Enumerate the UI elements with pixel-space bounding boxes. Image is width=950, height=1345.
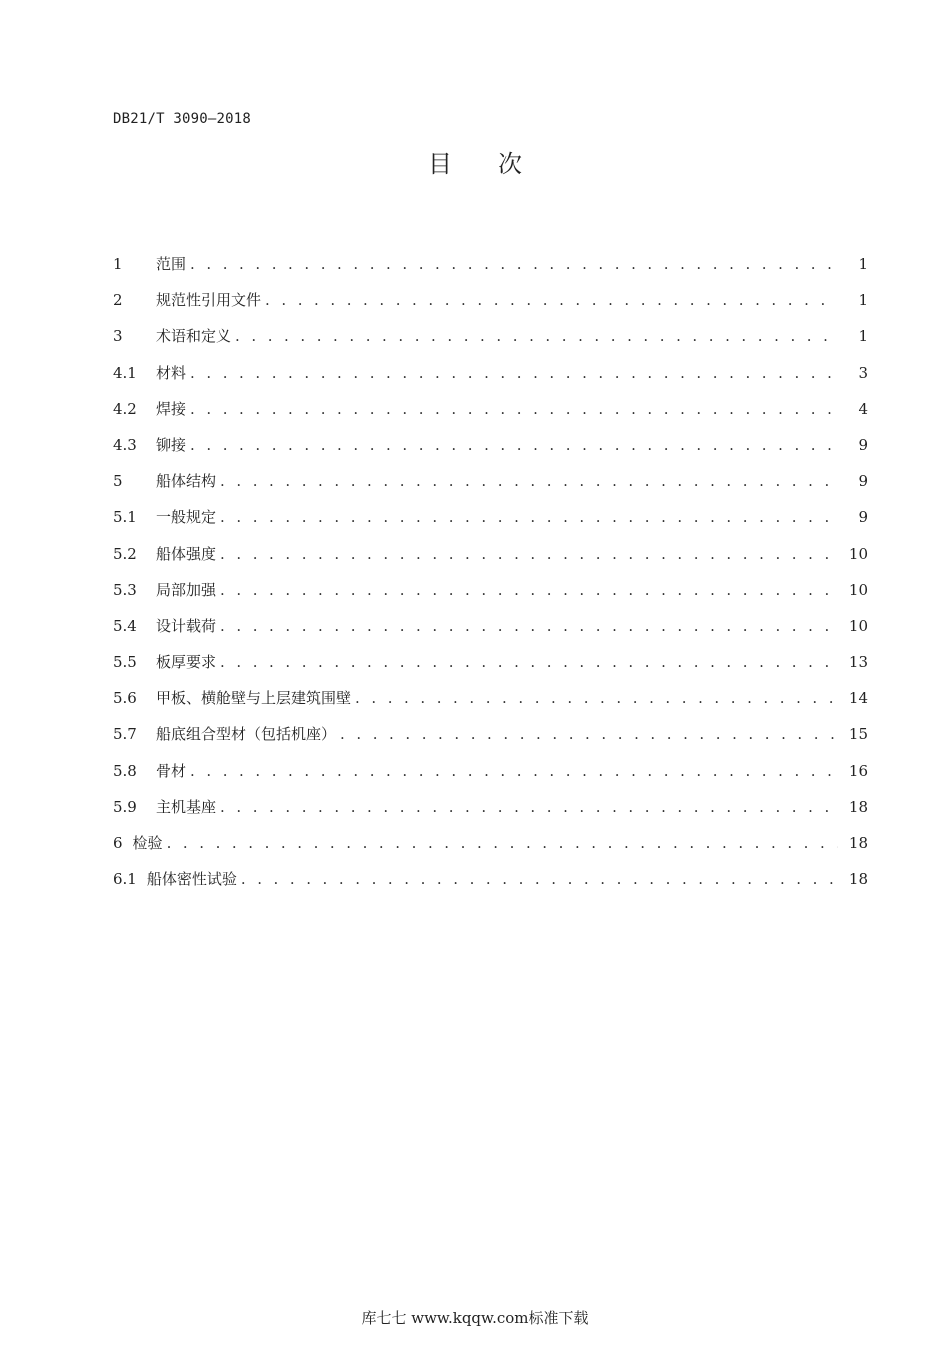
toc-number: 5.1: [113, 508, 137, 527]
toc-label: 局部加强: [156, 580, 217, 599]
toc-page: 10: [848, 580, 868, 599]
toc-page: 16: [848, 761, 868, 780]
toc-label: 焊接: [156, 399, 187, 418]
dot-leader: [220, 579, 838, 601]
toc-page: 18: [848, 870, 868, 889]
toc-page: 4: [858, 399, 868, 418]
toc-label: 术语和定义: [156, 327, 232, 346]
toc-entry[interactable]: [113, 832, 868, 868]
toc-number: 6.1: [113, 870, 137, 889]
toc-number: 5.4: [113, 616, 137, 635]
document-code: DB21/T 3090—2018: [113, 111, 252, 127]
toc-entry[interactable]: [113, 615, 868, 651]
toc-number: 3: [113, 327, 123, 346]
toc-entry[interactable]: [113, 651, 868, 687]
toc-entry[interactable]: [113, 362, 868, 398]
toc-number: 5.7: [113, 725, 137, 744]
dot-leader: [220, 615, 838, 637]
toc-number: 5.9: [113, 797, 137, 816]
toc-label: 规范性引用文件: [156, 291, 262, 310]
dot-leader: [220, 506, 838, 528]
toc-label: 铆接: [156, 435, 187, 454]
table-of-contents: [113, 253, 868, 904]
toc-page: 9: [858, 472, 868, 491]
toc-entry[interactable]: [113, 723, 868, 759]
dot-leader: [235, 325, 838, 347]
toc-number: 5.2: [113, 544, 137, 563]
toc-page: 18: [848, 797, 868, 816]
toc-label: 一般规定: [156, 508, 217, 527]
dot-leader: [190, 253, 838, 275]
toc-entry[interactable]: [113, 687, 868, 723]
dot-leader: [190, 760, 838, 782]
toc-number: 2: [113, 291, 123, 310]
toc-title: 目次: [428, 150, 568, 178]
dot-leader: [220, 796, 838, 818]
dot-leader: [167, 832, 838, 854]
toc-number: 1: [113, 255, 123, 273]
dot-leader: [340, 723, 838, 745]
toc-page: 1: [858, 255, 868, 273]
toc-entry[interactable]: [113, 434, 868, 470]
toc-number: 5: [113, 472, 123, 491]
toc-page: 3: [858, 363, 868, 382]
toc-page: 9: [858, 435, 868, 454]
toc-entry[interactable]: [113, 760, 868, 796]
toc-entry[interactable]: [113, 470, 868, 506]
toc-label: 甲板、横舱壁与上层建筑围壁: [156, 689, 352, 708]
toc-page: 18: [848, 834, 868, 852]
toc-label: 检验: [132, 834, 163, 852]
dot-leader: [220, 651, 838, 673]
toc-entry[interactable]: [113, 579, 868, 615]
toc-page: 9: [858, 508, 868, 527]
dot-leader: [355, 687, 838, 709]
dot-leader: [265, 289, 838, 311]
toc-label: 材料: [156, 363, 187, 382]
toc-page: 1: [858, 327, 868, 346]
dot-leader: [190, 362, 838, 384]
toc-page: 15: [848, 725, 868, 744]
toc-entry[interactable]: [113, 868, 868, 904]
toc-number: 5.6: [113, 689, 137, 708]
toc-entry[interactable]: [113, 506, 868, 542]
toc-page: 10: [848, 544, 868, 563]
toc-label: 板厚要求: [156, 653, 217, 672]
toc-entry[interactable]: [113, 796, 868, 832]
dot-leader: [220, 543, 838, 565]
toc-number: 6: [113, 834, 123, 852]
toc-label: 船体结构: [156, 472, 217, 491]
dot-leader: [190, 398, 838, 420]
toc-label: 船底组合型材（包括机座）: [156, 725, 337, 744]
toc-number: 5.5: [113, 653, 137, 672]
toc-page: 10: [848, 616, 868, 635]
toc-page: 14: [848, 689, 868, 708]
toc-number: 4.1: [113, 363, 137, 382]
dot-leader: [241, 868, 838, 890]
dot-leader: [190, 434, 838, 456]
toc-entry[interactable]: [113, 543, 868, 579]
toc-entry[interactable]: [113, 325, 868, 361]
toc-label: 船体密性试验: [146, 870, 237, 889]
toc-label: 船体强度: [156, 544, 217, 563]
toc-entry[interactable]: [113, 398, 868, 434]
footer-watermark: 库七七 www.kqqw.com标准下载: [361, 1309, 589, 1327]
toc-label: 范围: [156, 255, 187, 273]
toc-number: 5.3: [113, 580, 137, 599]
toc-entry[interactable]: [113, 253, 868, 289]
toc-number: 4.2: [113, 399, 137, 418]
toc-label: 设计载荷: [156, 616, 217, 635]
toc-label: 骨材: [156, 761, 187, 780]
dot-leader: [220, 470, 838, 492]
toc-entry[interactable]: [113, 289, 868, 325]
toc-number: 5.8: [113, 761, 137, 780]
toc-number: 4.3: [113, 435, 137, 454]
toc-label: 主机基座: [156, 797, 217, 816]
toc-page: 1: [858, 291, 868, 310]
toc-page: 13: [848, 653, 868, 672]
